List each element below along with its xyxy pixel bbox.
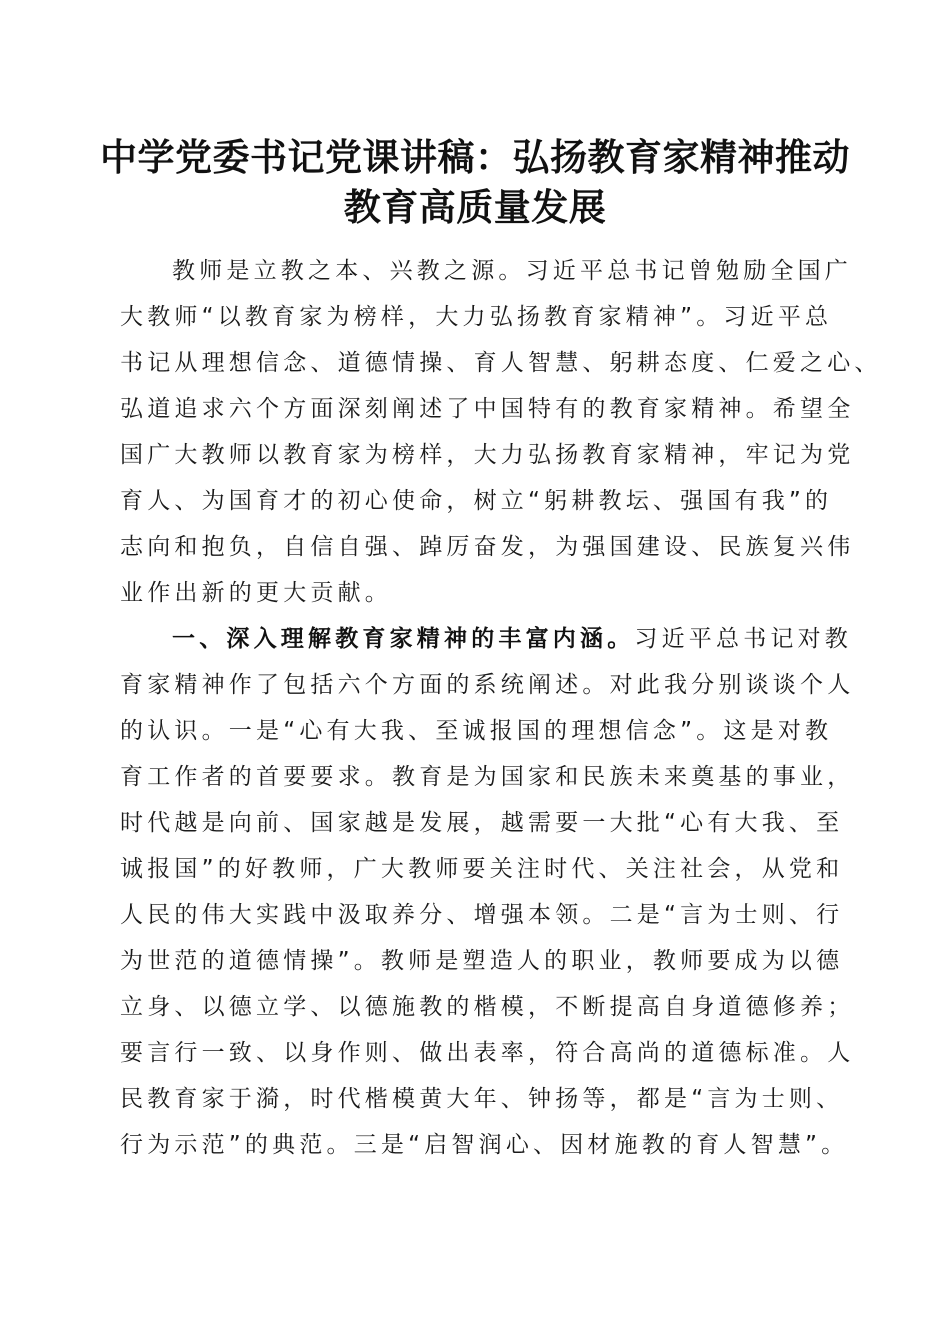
paragraph-line: 为世范的道德情操”。教师是塑造人的职业，教师要成为以德 xyxy=(120,948,844,974)
paragraph-line: 民教育家于漪，时代楷模黄大年、钟扬等，都是“言为士则、 xyxy=(120,1086,844,1112)
paragraph-line: 志向和抱负，自信自强、踔厉奋发，为强国建设、民族复兴伟 xyxy=(120,534,855,560)
paragraph-line: 育人、为国育才的初心使命，树立“躬耕教坛、强国有我”的 xyxy=(120,488,833,514)
paragraph-line: 业作出新的更大贡献。 xyxy=(120,580,392,606)
paragraph-line: 的认识。一是“心有大我、至诚报国的理想信念”。这是对教 xyxy=(120,718,833,744)
document-title xyxy=(100,132,850,232)
paragraph-line: 人民的伟大实践中汲取养分、增强本领。二是“言为士则、行 xyxy=(120,902,844,928)
paragraph-line: 大教师“以教育家为榜样，大力弘扬教育家精神”。习近平总 xyxy=(120,304,833,330)
title-line-1: 中学党委书记党课讲稿：弘扬教育家精神推动 xyxy=(100,135,850,179)
paragraph-line: 立身、以德立学、以德施教的楷模，不断提高自身道德修养； xyxy=(120,994,855,1020)
paragraph-line: 国广大教师以教育家为榜样，大力弘扬教育家精神，牢记为党 xyxy=(120,442,855,468)
paragraph-intro xyxy=(120,248,882,616)
paragraph-line: 要言行一致、以身作则、做出表率，符合高尚的道德标准。人 xyxy=(120,1040,855,1066)
title-line-2: 教育高质量发展 xyxy=(343,185,607,229)
paragraph-line: 教师是立教之本、兴教之源。习近平总书记曾勉励全国广 xyxy=(172,258,852,284)
section-heading-rest: 习近平总书记对教 xyxy=(634,626,853,652)
paragraph-line: 育工作者的首要要求。教育是为国家和民族未来奠基的事业， xyxy=(120,764,855,790)
paragraph-line: 诚报国”的好教师，广大教师要关注时代、关注社会，从党和 xyxy=(120,856,844,882)
section-heading: 一、深入理解教育家精神的丰富内涵。 xyxy=(172,626,635,652)
paragraph-section-one xyxy=(120,616,855,1168)
document-body xyxy=(120,248,882,1168)
paragraph-line: 时代越是向前、国家越是发展，越需要一大批“心有大我、至 xyxy=(120,810,844,836)
paragraph-line: 弘道追求六个方面深刻阐述了中国特有的教育家精神。希望全 xyxy=(120,396,855,422)
paragraph-line: 书记从理想信念、道德情操、育人智慧、躬耕态度、仁爱之心、 xyxy=(120,350,882,376)
paragraph-line: 行为示范”的典范。三是“启智润心、因材施教的育人智慧”。 xyxy=(120,1132,849,1158)
paragraph-line: 育家精神作了包括六个方面的系统阐述。对此我分别谈谈个人 xyxy=(120,672,855,698)
paragraph-first-line xyxy=(120,616,853,662)
